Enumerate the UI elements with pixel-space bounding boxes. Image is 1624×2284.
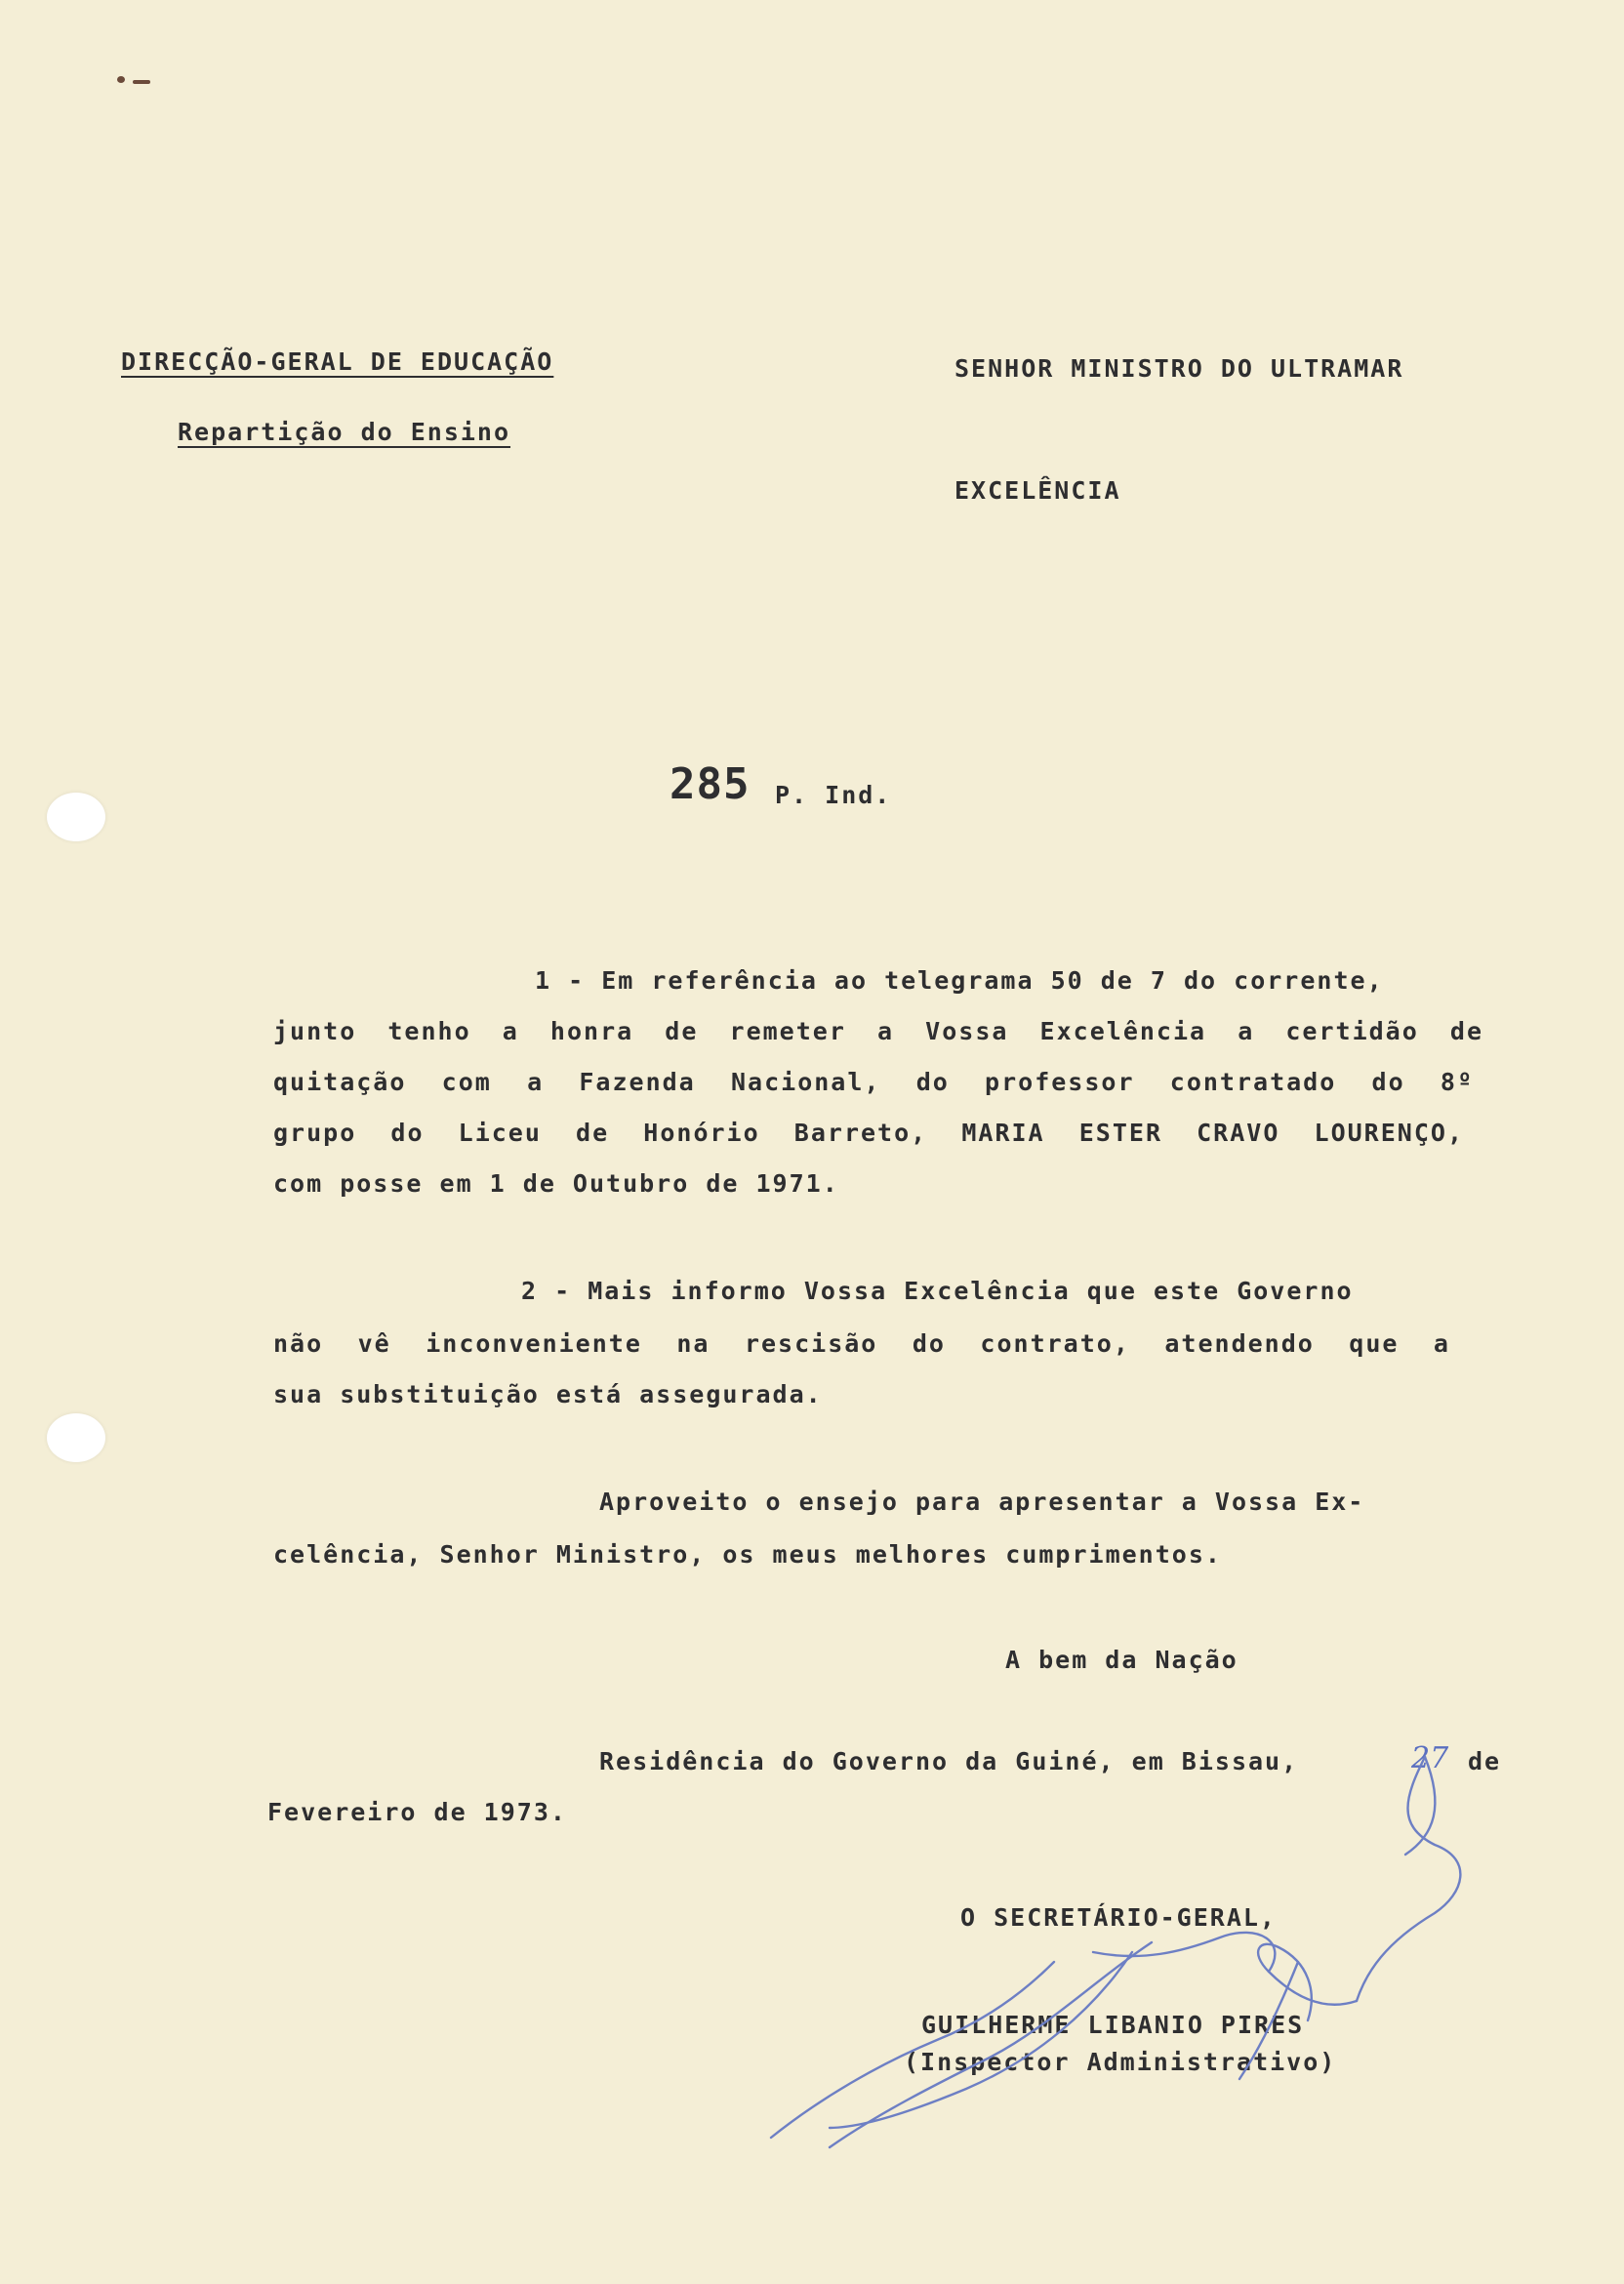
- paragraph-2-line: 2 - Mais informo Vossa Excelência que este Governo: [521, 1277, 1354, 1305]
- reference-number: 285: [670, 759, 751, 809]
- punch-hole-top: [47, 793, 105, 841]
- ink-speck: [133, 80, 150, 84]
- paragraph-3-line: celência, Senhor Ministro, os meus melhores cumprimentos.: [273, 1540, 1222, 1569]
- signatory-role: (Inspector Administrativo): [904, 2048, 1337, 2076]
- signatory-name: GUILHERME LIBANIO PIRES: [921, 2011, 1305, 2039]
- paragraph-1-line: quitação com a Fazenda Nacional, do professor contratado do 8º: [273, 1068, 1474, 1096]
- reference-suffix: P. Ind.: [775, 781, 892, 809]
- place-line-end: de: [1468, 1747, 1502, 1775]
- date-line: Fevereiro de 1973.: [267, 1798, 567, 1826]
- paragraph-2-line: não vê inconveniente na rescisão do contrato, atendendo que a: [273, 1329, 1450, 1358]
- paragraph-1-line: grupo do Liceu de Honório Barreto, MARIA ESTER CRAVO LOURENÇO,: [273, 1119, 1464, 1147]
- punch-hole-bottom: [47, 1413, 105, 1462]
- paragraph-2-line: sua substituição está assegurada.: [273, 1380, 823, 1408]
- addressee: SENHOR MINISTRO DO ULTRAMAR: [954, 354, 1404, 383]
- paragraph-3-line: Aproveito o ensejo para apresentar a Vossa Ex-: [599, 1488, 1365, 1516]
- paragraph-1-line: com posse em 1 de Outubro de 1971.: [273, 1169, 839, 1198]
- department-title: DIRECÇÃO-GERAL DE EDUCAÇÃO: [121, 347, 554, 376]
- salutation: EXCELÊNCIA: [954, 476, 1121, 505]
- department-subtitle: Repartição do Ensino: [178, 418, 511, 446]
- ink-speck: [117, 76, 125, 83]
- place-line: Residência do Governo da Guiné, em Bissau,: [599, 1747, 1299, 1775]
- closing-motto: A bem da Nação: [1005, 1646, 1238, 1674]
- paragraph-1-line: 1 - Em referência ao telegrama 50 de 7 do corrente,: [535, 966, 1384, 995]
- paragraph-1-line: junto tenho a honra de remeter a Vossa Excelência a certidão de: [273, 1017, 1483, 1045]
- signatory-title: O SECRETÁRIO-GERAL,: [960, 1903, 1277, 1932]
- handwritten-day: 27: [1411, 1741, 1449, 1775]
